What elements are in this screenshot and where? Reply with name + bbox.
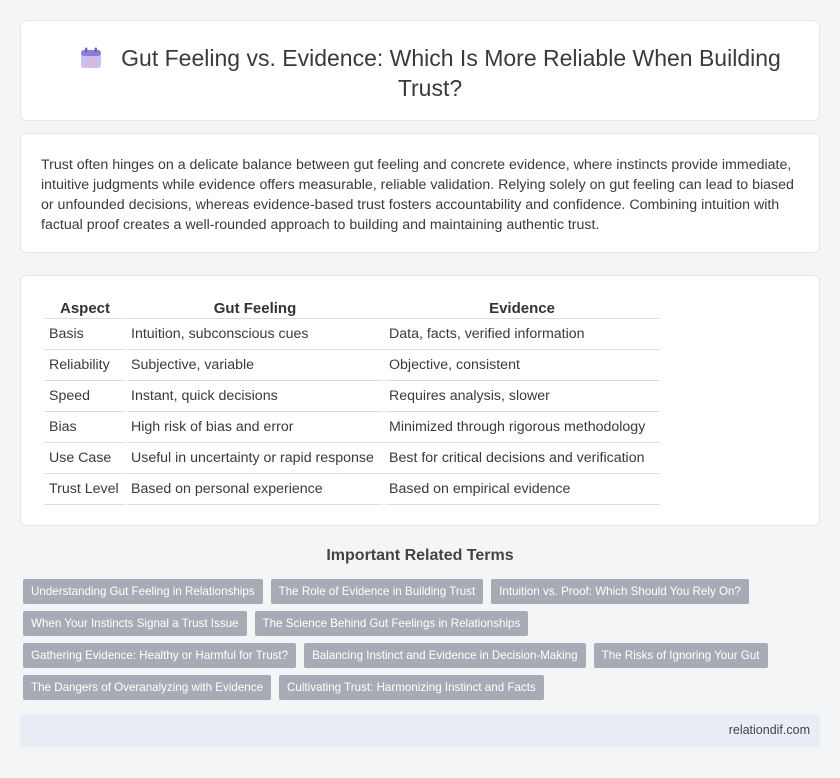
cell-aspect: Basis <box>45 319 125 350</box>
related-term-link[interactable]: Gathering Evidence: Healthy or Harmful for Trust? <box>23 643 296 668</box>
related-term-link[interactable]: The Science Behind Gut Feelings in Relationships <box>255 611 529 636</box>
intro-card <box>20 133 820 253</box>
related-terms-row <box>23 675 544 700</box>
table-header-row <box>45 295 659 319</box>
related-terms-row <box>23 611 528 636</box>
page-title-wrap <box>61 43 799 103</box>
footer-bar <box>20 714 820 747</box>
related-term-link[interactable]: When Your Instincts Signal a Trust Issue <box>23 611 247 636</box>
table-row <box>45 381 659 412</box>
related-term-link[interactable]: Balancing Instinct and Evidence in Decision-Making <box>304 643 586 668</box>
cell-gut-feeling: Based on personal experience <box>127 474 383 505</box>
table-row <box>45 474 659 505</box>
footer-brand: relationdif.com <box>728 723 810 737</box>
cell-evidence: Based on empirical evidence <box>385 474 659 505</box>
cell-evidence: Requires analysis, slower <box>385 381 659 412</box>
header-evidence: Evidence <box>385 295 659 319</box>
related-term-link[interactable]: Understanding Gut Feeling in Relationships <box>23 579 263 604</box>
cell-evidence: Data, facts, verified information <box>385 319 659 350</box>
header-aspect: Aspect <box>45 295 125 319</box>
page-title: Gut Feeling vs. Evidence: Which Is More Reliable When Building Trust? <box>121 45 781 101</box>
intro-paragraph: Trust often hinges on a delicate balance between gut feeling and concrete evidence, where instincts provide immediate, intuitive judgments while evidence offers measurable, reliable validation. Relying solely on gut feeling can lead to biased or unfounded decisions, whereas evidence-based trust fosters accountability and confidence. Combining intuition with factual proof creates a well-rounded approach to building and maintaining authentic trust. <box>41 157 794 233</box>
cell-aspect: Speed <box>45 381 125 412</box>
related-terms-heading: Important Related Terms <box>326 547 514 564</box>
table-row <box>45 443 659 474</box>
related-term-link[interactable]: The Dangers of Overanalyzing with Evidence <box>23 675 271 700</box>
comparison-table <box>43 295 661 505</box>
table-card <box>20 275 820 526</box>
calendar-icon <box>79 46 103 70</box>
related-terms-row <box>23 579 749 604</box>
cell-evidence: Best for critical decisions and verification <box>385 443 659 474</box>
related-terms-row <box>23 643 768 668</box>
cell-aspect: Bias <box>45 412 125 443</box>
cell-evidence: Objective, consistent <box>385 350 659 381</box>
cell-aspect: Reliability <box>45 350 125 381</box>
table-row <box>45 350 659 381</box>
table-row <box>45 319 659 350</box>
table-row <box>45 412 659 443</box>
cell-gut-feeling: Intuition, subconscious cues <box>127 319 383 350</box>
header-card <box>20 20 820 121</box>
header-gut-feeling: Gut Feeling <box>127 295 383 319</box>
related-term-link[interactable]: Cultivating Trust: Harmonizing Instinct and Facts <box>279 675 544 700</box>
cell-evidence: Minimized through rigorous methodology <box>385 412 659 443</box>
related-term-link[interactable]: Intuition vs. Proof: Which Should You Rely On? <box>491 579 749 604</box>
related-term-link[interactable]: The Risks of Ignoring Your Gut <box>594 643 768 668</box>
cell-aspect: Use Case <box>45 443 125 474</box>
cell-gut-feeling: High risk of bias and error <box>127 412 383 443</box>
cell-gut-feeling: Instant, quick decisions <box>127 381 383 412</box>
cell-gut-feeling: Subjective, variable <box>127 350 383 381</box>
cell-gut-feeling: Useful in uncertainty or rapid response <box>127 443 383 474</box>
related-term-link[interactable]: The Role of Evidence in Building Trust <box>271 579 484 604</box>
cell-aspect: Trust Level <box>45 474 125 505</box>
